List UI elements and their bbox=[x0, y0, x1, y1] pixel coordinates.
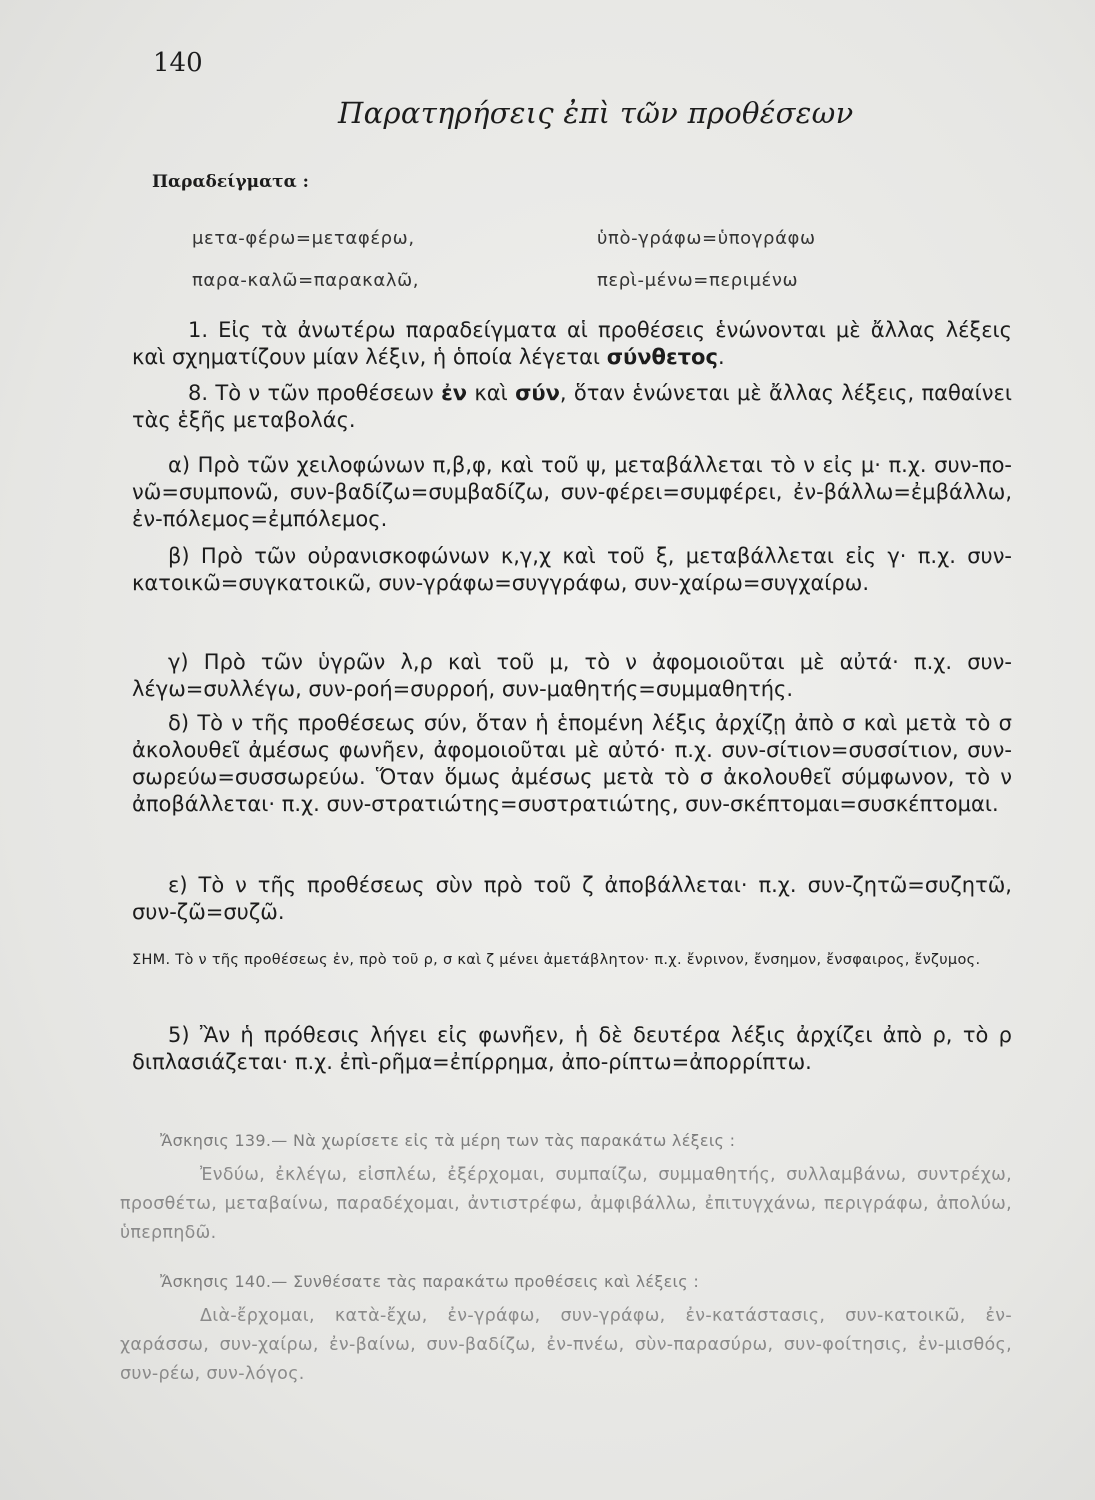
subsection-c bbox=[132, 649, 1012, 703]
paragraph-1-text: 1. Εἰς τὰ ἀνωτέρω παραδείγματα αἱ προθέσεις ἑνώνονται μὲ ἄλλας λέξεις καὶ σχηματίζουν μίαν λέξιν, ἡ ὁποία λέγεται bbox=[132, 318, 1012, 369]
note-block bbox=[132, 948, 1012, 973]
subsection-e-text: ε) Τὸ ν τῆς προθέσεως σὺν πρὸ τοῦ ζ ἀποβάλλεται· π.χ. συν-ζητῶ=συζητῶ, συν-ζῶ=συζῶ. bbox=[132, 873, 1012, 924]
subsection-d-text: δ) Τὸ ν τῆς προθέσεως σύν, ὅταν ἡ ἑπομένη λέξις ἀρχίζῃ ἀπὸ σ καὶ μετὰ τὸ σ ἀκολουθεῖ ἀμέσως φωνῆεν, ἀφομοιοῦται μὲ αὐτό· π.χ. συν-σίτιον=συσσίτιον, συν-σωρεύω=συσσωρεύω. Ὅταν ὅμως ἀμέσως μετὰ τὸ σ ἀκολουθεῖ σύμφωνον, τὸ ν ἀποβάλλεται· π.χ. συν-στρατιώτης=συστρατιώτης, συν-σκέπτομαι=συσκέπτομαι. bbox=[132, 711, 1012, 816]
paragraph-8 bbox=[132, 380, 1012, 434]
subsection-e bbox=[132, 872, 1012, 926]
subsection-c-text: γ) Πρὸ τῶν ὑγρῶν λ,ρ καὶ τοῦ μ, τὸ ν ἀφομοιοῦται μὲ αὐτά· π.χ. συν-λέγω=συλλέγω, συν-ροή=συρροή, συν-μαθητής=συμμαθητής. bbox=[132, 650, 1012, 701]
term-synthetos: σύνθετος bbox=[606, 345, 718, 369]
subsection-b-text: β) Πρὸ τῶν οὐρανισκοφώνων κ,γ,χ καὶ τοῦ ξ, μεταβάλλεται εἰς γ· π.χ. συν-κατοικῶ=συγκατοικῶ, συν-γράφω=συγγράφω, συν-χαίρω=συγχαίρω. bbox=[132, 544, 1012, 595]
exercise-139-text: Ἐνδύω, ἐκλέγω, εἰσπλέω, ἐξέρχομαι, συμπαίζω, συμμαθητής, συλλαμβάνω, συντρέχω, προσθέτω, μεταβαίνω, παραδέχομαι, ἀντιστρέφω, ἀμφιβάλλω, ἐπιτυγχάνω, περιγράφω, ἀπολύω, ὑπερπηδῶ. bbox=[120, 1165, 1012, 1243]
subsection-a-text: α) Πρὸ τῶν χειλοφώνων π,β,φ, καὶ τοῦ ψ, μεταβάλλεται τὸ ν εἰς μ· π.χ. συν-πο-νῶ=συμπονῶ, συν-βαδίζω=συμβαδίζω, συν-φέρει=συμφέρει, ἐν-βάλλω=ἐμβάλλω, ἐν-πόλεμος=ἐμπόλεμος. bbox=[132, 453, 1012, 531]
example-left-2: παρα-καλῶ=παρακαλῶ, bbox=[192, 270, 420, 291]
paragraph-8-text-b: καὶ bbox=[467, 381, 516, 405]
exercise-140-title: Ἄσκησις 140.— Συνθέσατε τὰς παρακάτω προθέσεις καὶ λέξεις : bbox=[160, 1272, 700, 1291]
paragraph-8-text-a: 8. Τὸ ν τῶν προθέσεων bbox=[188, 381, 442, 405]
subsection-a bbox=[132, 452, 1012, 533]
example-right-1: ὑπὸ-γράφω=ὑπογράφω bbox=[597, 228, 816, 249]
subsection-d bbox=[132, 710, 1012, 818]
subsection-b bbox=[132, 543, 1012, 597]
page-number: 140 bbox=[153, 48, 203, 78]
paragraph-5 bbox=[132, 1022, 1012, 1076]
exercise-140-words bbox=[120, 1302, 1012, 1389]
exercise-139-words bbox=[120, 1161, 1012, 1248]
examples-label: Παραδείγματα : bbox=[152, 172, 309, 192]
exercise-139-title: Ἄσκησις 139.— Νὰ χωρίσετε εἰς τὰ μέρη των τὰς παρακάτω λέξεις : bbox=[160, 1131, 736, 1150]
paragraph-1-end: . bbox=[717, 345, 725, 369]
example-left-1: μετα-φέρω=μεταφέρω, bbox=[192, 228, 415, 249]
paragraph-8-text-c: , ὅταν ἑνώνεται μὲ ἄλλας λέξεις, παθαίνει τὰς ἑξῆς μεταβολάς. bbox=[132, 381, 1012, 432]
note-text: ΣΗΜ. Τὸ ν τῆς προθέσεως ἐν, πρὸ τοῦ ρ, σ καὶ ζ μένει ἀμετάβλητον· π.χ. ἔνρινον, ἔνσημον, ἔνσφαιρος, ἔνζυμος. bbox=[132, 952, 981, 968]
page-title: Παρατηρήσεις ἐπὶ τῶν προθέσεων bbox=[338, 96, 854, 130]
paragraph-5-text: 5) Ἂν ἡ πρόθεσις λήγει εἰς φωνῆεν, ἡ δὲ δευτέρα λέξις ἀρχίζει ἀπὸ ρ, τὸ ρ διπλασιάζεται· π.χ. ἐπὶ-ρῆμα=ἐπίρρημα, ἀπο-ρίπτω=ἀπορρίπτω. bbox=[132, 1023, 1012, 1074]
example-right-2: περὶ-μένω=περιμένω bbox=[597, 270, 799, 291]
term-syn: σύν bbox=[515, 381, 560, 405]
term-en: ἐν bbox=[441, 381, 468, 405]
paragraph-1 bbox=[132, 317, 1012, 371]
exercise-140-text: Διὰ-ἔρχομαι, κατὰ-ἔχω, ἐν-γράφω, συν-γράφω, ἐν-κατάστασις, συν-κατοικῶ, ἐν-χαράσσω, συν-χαίρω, ἐν-βαίνω, συν-βαδίζω, ἐν-πνέω, σὺν-παρασύρω, συν-φοίτησις, ἐν-μισθός, συν-ρέω, συν-λόγος. bbox=[120, 1306, 1012, 1384]
